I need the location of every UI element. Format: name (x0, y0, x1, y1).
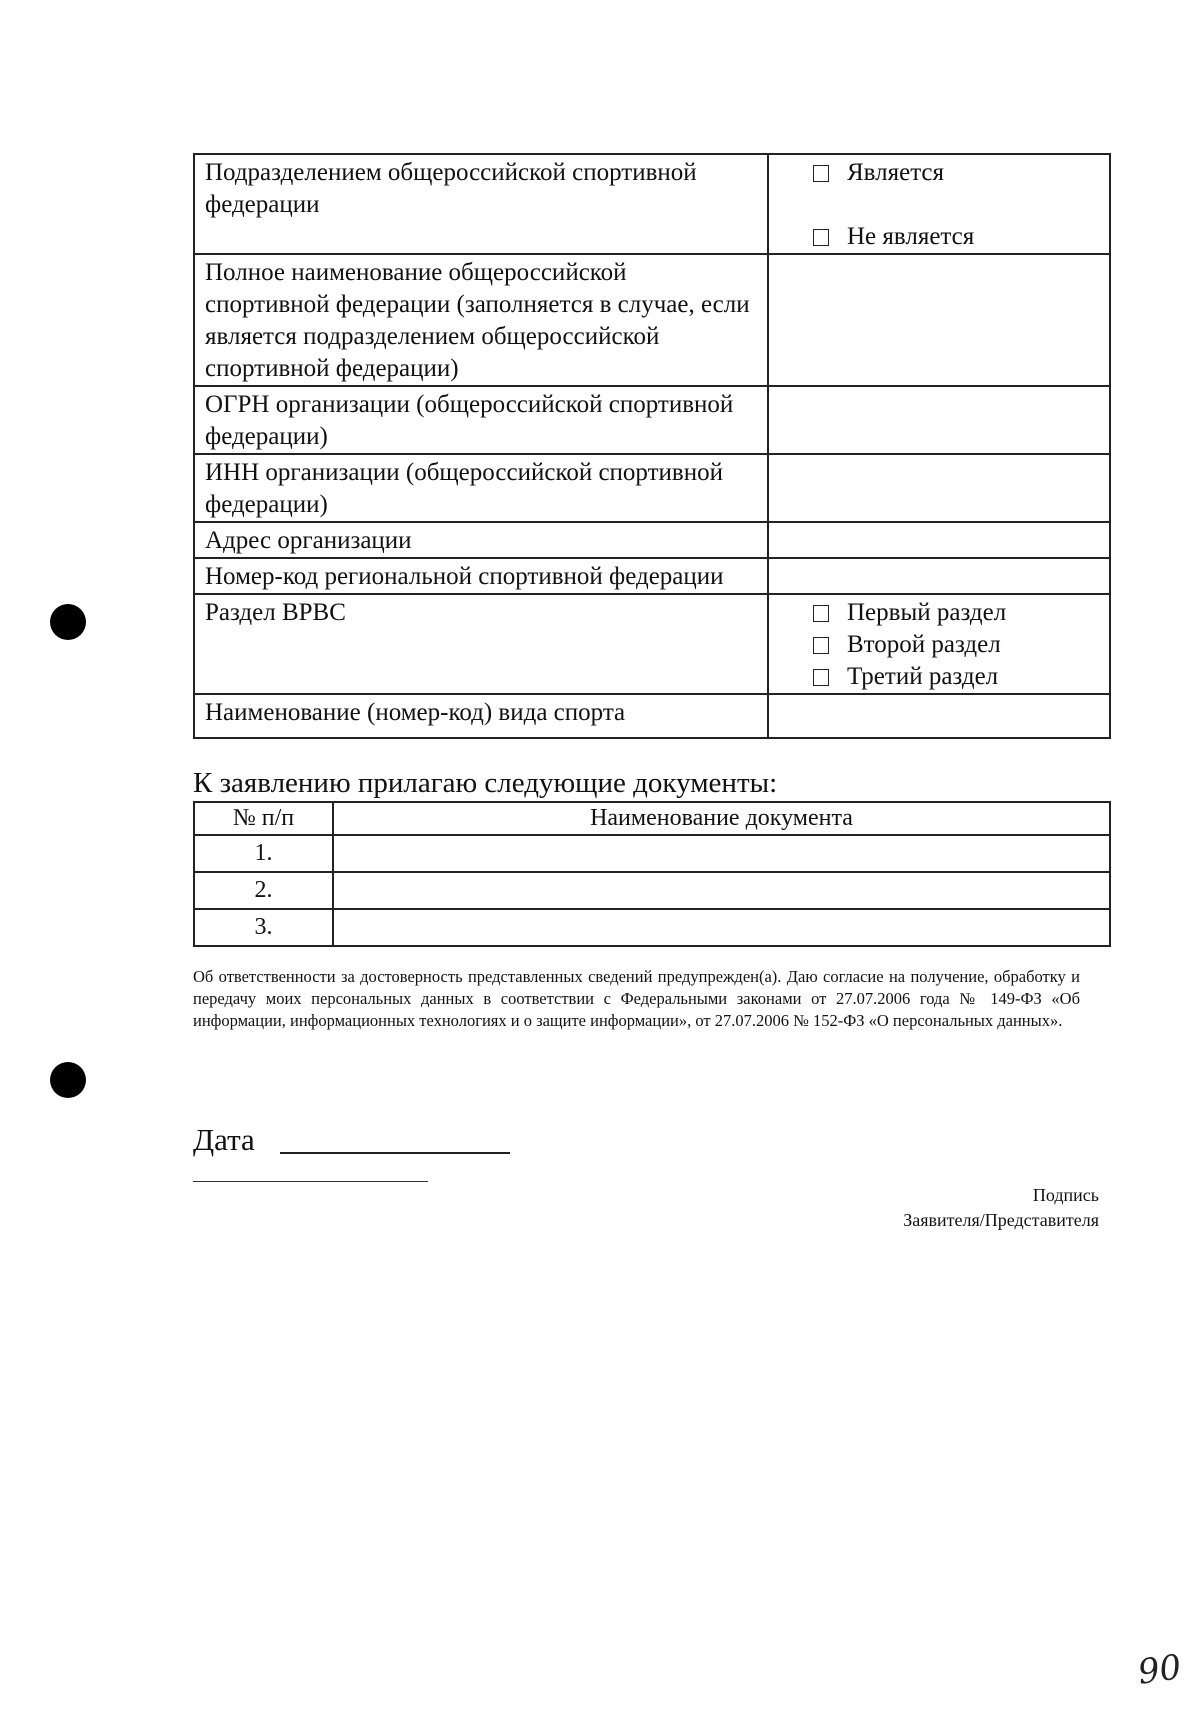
row-number: 3. (194, 909, 333, 946)
option-second-section[interactable]: Второй раздел (813, 629, 1099, 661)
table-row (194, 835, 1110, 872)
column-header-document-name: Наименование документа (333, 802, 1110, 835)
option-first-section[interactable]: Первый раздел (813, 597, 1099, 629)
form-label: ИНН организации (общероссийской спортивной федерации) (194, 454, 768, 522)
vrvs-section-options (768, 594, 1110, 694)
row-number: 1. (194, 835, 333, 872)
option-third-section[interactable]: Третий раздел (813, 661, 1099, 693)
form-label: Адрес организации (194, 522, 768, 558)
page-number: 90 (1135, 1647, 1184, 1693)
checkbox-icon[interactable] (813, 637, 829, 654)
form-label: Наименование (номер-код) вида спорта (194, 694, 768, 738)
document-name-cell[interactable] (333, 909, 1110, 946)
table-row (194, 872, 1110, 909)
checkbox-icon[interactable] (813, 669, 829, 686)
subdivision-options (768, 154, 1110, 254)
signer-role-label: Заявителя/Представителя (903, 1210, 1099, 1230)
form-row-vrvs-section (194, 594, 1110, 694)
option-is[interactable]: Является (813, 157, 1099, 189)
consent-notice: Об ответственности за достоверность представленных сведений предупрежден(а). Даю согласие на получение, обработку и передачу моих персональных данных в соответствии с Федеральными законами от 27.07.2006 года № 149-ФЗ «Об информации, информационных технологиях и о защите информации», от 27.07.2006 № 152-ФЗ «О персональных данных». (193, 967, 1080, 1030)
checkbox-icon[interactable] (813, 229, 829, 246)
form-row-address (194, 522, 1110, 558)
row-number: 2. (194, 872, 333, 909)
table-row (194, 909, 1110, 946)
punch-hole-top (50, 604, 86, 640)
form-row-sport (194, 694, 1110, 738)
federation-code-field[interactable] (768, 558, 1110, 594)
form-row-inn (194, 454, 1110, 522)
documents-heading: К заявлению прилагаю следующие документы: (193, 767, 778, 799)
form-label: Полное наименование общероссийской спортивной федерации (заполняется в случае, если является подразделением общероссийской спортивной федерации) (194, 254, 768, 386)
applicant-info-table (193, 153, 1111, 739)
federation-name-field[interactable] (768, 254, 1110, 386)
ogrn-field[interactable] (768, 386, 1110, 454)
form-label: Номер-код региональной спортивной федерации (194, 558, 768, 594)
date-field[interactable] (280, 1152, 510, 1154)
checkbox-icon[interactable] (813, 605, 829, 622)
documents-table (193, 801, 1111, 947)
table-header (194, 802, 1110, 835)
punch-hole-bottom (50, 1062, 86, 1098)
form-row-federation-name (194, 254, 1110, 386)
form-label: ОГРН организации (общероссийской спортивной федерации) (194, 386, 768, 454)
date-label: Дата (193, 1122, 255, 1157)
form-label: Раздел ВРВС (194, 594, 768, 694)
document-name-cell[interactable] (333, 872, 1110, 909)
document-name-cell[interactable] (333, 835, 1110, 872)
signature-label: Подпись (1032, 1185, 1099, 1205)
signature-caption (903, 1183, 1099, 1233)
form-row-ogrn (194, 386, 1110, 454)
checkbox-icon[interactable] (813, 165, 829, 182)
sport-field[interactable] (768, 694, 1110, 738)
option-is-not[interactable]: Не является (813, 221, 1099, 253)
signature-field[interactable] (193, 1181, 428, 1182)
form-label: Подразделением общероссийской спортивной федерации (194, 154, 768, 254)
form-row-subdivision (194, 154, 1110, 254)
column-header-number: № п/п (194, 802, 333, 835)
address-field[interactable] (768, 522, 1110, 558)
inn-field[interactable] (768, 454, 1110, 522)
form-row-federation-code (194, 558, 1110, 594)
